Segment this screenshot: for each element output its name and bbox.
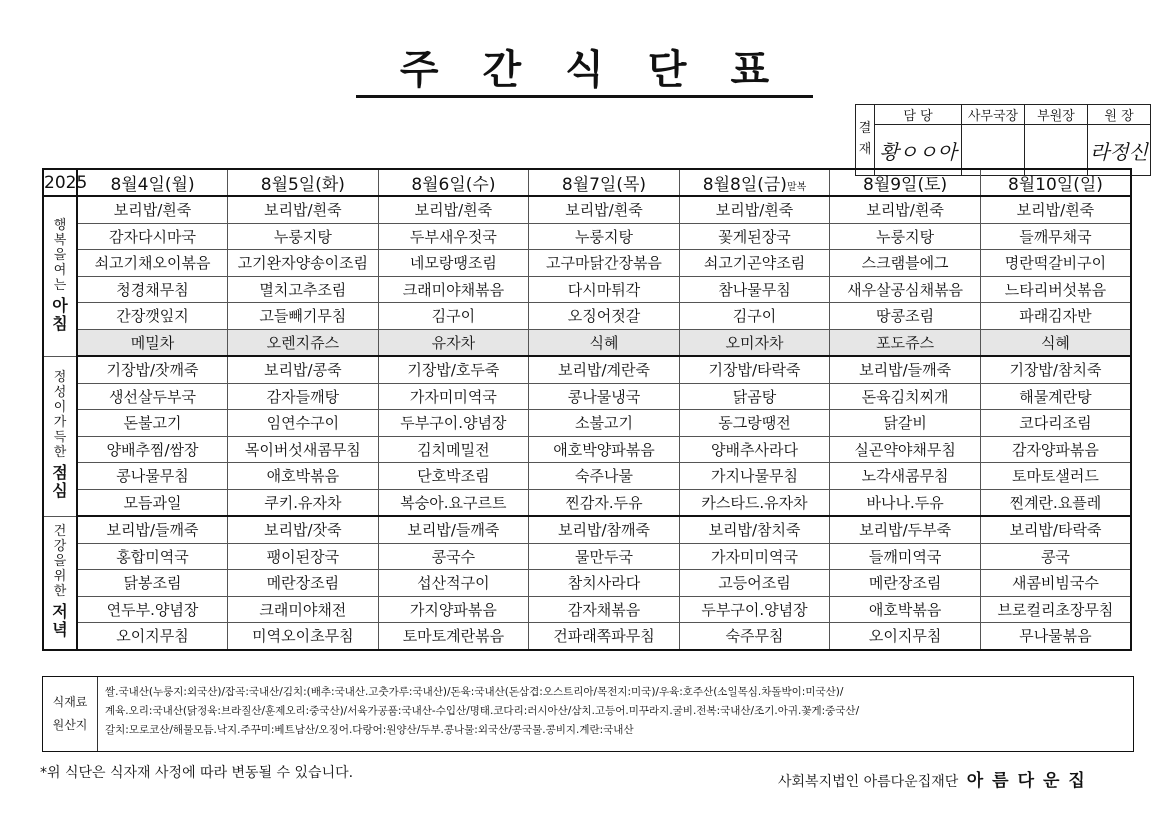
menu-cell: 팽이된장국 <box>228 543 379 570</box>
menu-cell: 애호박볶음 <box>228 463 379 490</box>
menu-cell: 스크램블에그 <box>830 250 981 277</box>
menu-cell: 들깨무채국 <box>980 223 1131 250</box>
menu-row <box>43 383 1131 410</box>
menu-row <box>43 223 1131 250</box>
menu-cell: 누룽지탕 <box>830 223 981 250</box>
signature: 라정신 <box>1088 125 1151 176</box>
meal-label-small: 행복을여는 <box>53 218 67 293</box>
menu-cell: 보리밥/흰죽 <box>980 196 1131 223</box>
menu-cell: 보리밥/타락죽 <box>980 516 1131 543</box>
menu-cell: 노각새콤무침 <box>830 463 981 490</box>
menu-cell: 복숭아.요구르트 <box>378 489 529 516</box>
menu-cell: 콩국 <box>980 543 1131 570</box>
menu-cell: 숙주무침 <box>679 623 830 650</box>
day-header <box>980 169 1131 196</box>
meal-label-small: 정성이가득한 <box>53 370 67 460</box>
menu-cell: 돈불고기 <box>77 410 228 437</box>
menu-cell: 다시마튀각 <box>529 276 680 303</box>
menu-cell: 가지양파볶음 <box>378 596 529 623</box>
origin-line: 갈치:모로코산/해물모듬.낙지.주꾸미:베트남산/오징어.다랑어:원양산/두부.콩나물:외국산/콩국물.콩비지.계란:국내산 <box>105 724 634 736</box>
menu-cell: 카스타드.유자차 <box>679 489 830 516</box>
day-header <box>529 169 680 196</box>
menu-cell: 감자다시마국 <box>77 223 228 250</box>
menu-cell: 홍합미역국 <box>77 543 228 570</box>
menu-cell: 메밀차 <box>77 329 228 356</box>
menu-cell: 돈육김치찌개 <box>830 383 981 410</box>
menu-cell: 느타리버섯볶음 <box>980 276 1131 303</box>
menu-cell: 양배추사라다 <box>679 436 830 463</box>
menu-row <box>43 196 1131 223</box>
menu-cell: 감자채볶음 <box>529 596 680 623</box>
menu-cell: 보리밥/두부죽 <box>830 516 981 543</box>
menu-row <box>43 276 1131 303</box>
origin-label-line: 식재료 <box>52 695 88 710</box>
origin-line: 계육.오리:국내산(닭정육:브라질산/훈제오리:중국산)/서육가공품:국내산-수입산/명태.코다리:러시아산/삼치.고등어.미꾸라지.굴비.전복:국내산/조기.아귀.꽃게:중국산/ <box>105 705 860 717</box>
menu-cell: 닭곰탕 <box>679 383 830 410</box>
menu-cell: 참나물무침 <box>679 276 830 303</box>
menu-cell: 포도쥬스 <box>830 329 981 356</box>
menu-cell: 연두부.양념장 <box>77 596 228 623</box>
menu-cell: 고등어조림 <box>679 570 830 597</box>
menu-row <box>43 543 1131 570</box>
day-label: 8월5일(화) <box>260 175 345 195</box>
menu-cell: 땅콩조림 <box>830 303 981 330</box>
menu-cell: 코다리조림 <box>980 410 1131 437</box>
meal-label <box>43 356 77 516</box>
day-header <box>228 169 379 196</box>
menu-row <box>43 516 1131 543</box>
origin-label <box>43 677 98 751</box>
menu-cell: 섭산적구이 <box>378 570 529 597</box>
menu-row <box>43 410 1131 437</box>
menu-cell: 유자차 <box>378 329 529 356</box>
menu-cell: 쇠고기채오이볶음 <box>77 250 228 277</box>
menu-row <box>43 356 1131 383</box>
approval-role: 담 당 <box>875 105 962 125</box>
approval-role: 부원장 <box>1025 105 1088 125</box>
menu-cell: 건파래쪽파무침 <box>529 623 680 650</box>
organization-name: 아름다운집 <box>966 771 1094 791</box>
menu-cell: 가자미미역국 <box>679 543 830 570</box>
day-header-row <box>43 169 1131 196</box>
signature: 황ㅇㅇ아 <box>875 125 962 176</box>
menu-cell: 임연수구이 <box>228 410 379 437</box>
menu-cell: 네모랑땡조림 <box>378 250 529 277</box>
menu-cell: 김치메밀전 <box>378 436 529 463</box>
menu-cell: 누룽지탕 <box>228 223 379 250</box>
meal-label-big: 점심 <box>52 462 68 501</box>
menu-cell: 보리밥/흰죽 <box>830 196 981 223</box>
menu-cell: 숙주나물 <box>529 463 680 490</box>
menu-cell: 보리밥/들깨죽 <box>378 516 529 543</box>
menu-cell: 보리밥/참치죽 <box>679 516 830 543</box>
menu-cell: 명란떡갈비구이 <box>980 250 1131 277</box>
disclaimer-note: *위 식단은 식자재 사정에 따라 변동될 수 있습니다. <box>40 765 354 781</box>
year-label: 2025 <box>43 169 77 196</box>
day-label: 8월9일(토) <box>863 175 948 195</box>
meal-label <box>43 516 77 650</box>
menu-cell: 오이지무침 <box>77 623 228 650</box>
menu-cell: 누룽지탕 <box>529 223 680 250</box>
page-title-text: 주간식단표 <box>356 47 813 98</box>
menu-cell: 간장깻잎지 <box>77 303 228 330</box>
day-label: 8월8일(금) <box>702 175 787 195</box>
day-header <box>378 169 529 196</box>
day-header <box>830 169 981 196</box>
menu-cell: 오미자차 <box>679 329 830 356</box>
origin-line: 쌀.국내산(누룽지:외국산)/잡곡:국내산/김치:(배추:국내산.고춧가루:국내산)/돈육:국내산(돈삼겹:오스트리아/목전지:미국)/우육:호주산(소일목심.차돌박이:미국산)/ <box>105 686 844 698</box>
menu-cell: 토마토샐러드 <box>980 463 1131 490</box>
menu-cell: 보리밥/잣죽 <box>228 516 379 543</box>
menu-cell: 실곤약야채무침 <box>830 436 981 463</box>
meal-label-big: 아침 <box>52 295 68 334</box>
menu-cell: 찐감자.두유 <box>529 489 680 516</box>
menu-row <box>43 570 1131 597</box>
day-label: 8월4일(월) <box>110 175 195 195</box>
menu-cell: 동그랑땡전 <box>679 410 830 437</box>
menu-row <box>43 489 1131 516</box>
menu-cell: 크래미야채볶음 <box>378 276 529 303</box>
menu-cell: 보리밥/흰죽 <box>228 196 379 223</box>
organization-prefix: 사회복지법인 아름다운집재단 <box>778 774 959 790</box>
menu-cell: 청경채무침 <box>77 276 228 303</box>
menu-cell: 김구이 <box>378 303 529 330</box>
day-label: 8월7일(목) <box>561 175 647 195</box>
menu-cell: 고들빼기무침 <box>228 303 379 330</box>
menu-cell: 오징어젓갈 <box>529 303 680 330</box>
origin-label-line: 원산지 <box>52 718 88 732</box>
menu-row <box>43 436 1131 463</box>
menu-cell: 보리밥/흰죽 <box>679 196 830 223</box>
menu-cell: 토마토계란볶음 <box>378 623 529 650</box>
menu-cell: 쿠키.유자차 <box>228 489 379 516</box>
menu-cell: 감자들깨탕 <box>228 383 379 410</box>
menu-cell: 콩국수 <box>378 543 529 570</box>
approval-role: 사무국장 <box>962 105 1025 125</box>
menu-cell: 보리밥/흰죽 <box>378 196 529 223</box>
menu-cell: 단호박조림 <box>378 463 529 490</box>
menu-cell: 콩나물냉국 <box>529 383 680 410</box>
menu-cell: 기장밥/호두죽 <box>378 356 529 383</box>
day-suffix: 말복 <box>786 182 807 193</box>
menu-cell: 두부구이.양념장 <box>378 410 529 437</box>
organization <box>778 766 1094 791</box>
menu-cell: 보리밥/참깨죽 <box>529 516 680 543</box>
menu-cell: 참치사라다 <box>529 570 680 597</box>
menu-cell: 오렌지쥬스 <box>228 329 379 356</box>
menu-cell: 가자미미역국 <box>378 383 529 410</box>
menu-cell: 기장밥/잣깨죽 <box>77 356 228 383</box>
menu-cell: 꽃게된장국 <box>679 223 830 250</box>
menu-cell: 기장밥/참치죽 <box>980 356 1131 383</box>
menu-cell: 물만두국 <box>529 543 680 570</box>
menu-cell: 닭갈비 <box>830 410 981 437</box>
menu-cell: 오이지무침 <box>830 623 981 650</box>
menu-cell: 기장밥/타락죽 <box>679 356 830 383</box>
approval-row-label: 결재 <box>856 105 875 176</box>
menu-cell: 보리밥/들깨죽 <box>77 516 228 543</box>
menu-cell: 바나나.두유 <box>830 489 981 516</box>
menu-cell: 감자양파볶음 <box>980 436 1131 463</box>
menu-cell: 애호박볶음 <box>830 596 981 623</box>
menu-cell: 메란장조림 <box>830 570 981 597</box>
origin-section <box>42 676 1134 752</box>
menu-cell: 닭봉조림 <box>77 570 228 597</box>
menu-cell: 메란장조림 <box>228 570 379 597</box>
menu-cell: 들깨미역국 <box>830 543 981 570</box>
menu-cell: 보리밥/콩죽 <box>228 356 379 383</box>
menu-cell: 생선살두부국 <box>77 383 228 410</box>
menu-cell: 목이버섯새콤무침 <box>228 436 379 463</box>
menu-cell: 크래미야채전 <box>228 596 379 623</box>
menu-cell: 콩나물무침 <box>77 463 228 490</box>
menu-cell: 해물계란탕 <box>980 383 1131 410</box>
menu-cell: 애호박양파볶음 <box>529 436 680 463</box>
menu-cell: 고기완자양송이조림 <box>228 250 379 277</box>
menu-cell: 브로컬리초장무침 <box>980 596 1131 623</box>
menu-cell: 무나물볶음 <box>980 623 1131 650</box>
meal-label-small: 건강을위한 <box>53 524 67 600</box>
menu-cell: 보리밥/계란죽 <box>529 356 680 383</box>
menu-row <box>43 303 1131 330</box>
menu-cell: 김구이 <box>679 303 830 330</box>
weekly-menu-table <box>42 168 1132 651</box>
menu-cell: 보리밥/흰죽 <box>77 196 228 223</box>
approval-box <box>855 104 1151 176</box>
menu-row <box>43 623 1131 650</box>
menu-cell: 파래김자반 <box>980 303 1131 330</box>
menu-cell: 미역오이초무침 <box>228 623 379 650</box>
menu-cell: 식혜 <box>529 329 680 356</box>
menu-cell: 가지나물무침 <box>679 463 830 490</box>
menu-cell: 새우살공심채볶음 <box>830 276 981 303</box>
approval-role: 원 장 <box>1088 105 1151 125</box>
day-label: 8월10일(일) <box>1007 175 1103 195</box>
menu-cell: 찐계란.요플레 <box>980 489 1131 516</box>
menu-cell: 보리밥/흰죽 <box>529 196 680 223</box>
menu-cell: 식혜 <box>980 329 1131 356</box>
menu-row <box>43 596 1131 623</box>
menu-cell: 보리밥/들깨죽 <box>830 356 981 383</box>
menu-cell: 두부구이.양념장 <box>679 596 830 623</box>
meal-label-big: 저녁 <box>52 601 68 640</box>
menu-row <box>43 329 1131 356</box>
menu-cell: 쇠고기곤약조림 <box>679 250 830 277</box>
menu-cell: 양배추찜/쌈장 <box>77 436 228 463</box>
day-header <box>679 169 830 196</box>
menu-row <box>43 463 1131 490</box>
page-title <box>0 38 1169 95</box>
menu-row <box>43 250 1131 277</box>
meal-label <box>43 196 77 356</box>
menu-cell: 새콤비빔국수 <box>980 570 1131 597</box>
menu-cell: 모듬과일 <box>77 489 228 516</box>
menu-cell: 소불고기 <box>529 410 680 437</box>
day-header <box>77 169 228 196</box>
day-label: 8월6일(수) <box>411 175 496 195</box>
menu-cell: 두부새우젓국 <box>378 223 529 250</box>
origin-text <box>105 683 1125 740</box>
menu-cell: 고구마닭간장볶음 <box>529 250 680 277</box>
menu-cell: 멸치고추조림 <box>228 276 379 303</box>
